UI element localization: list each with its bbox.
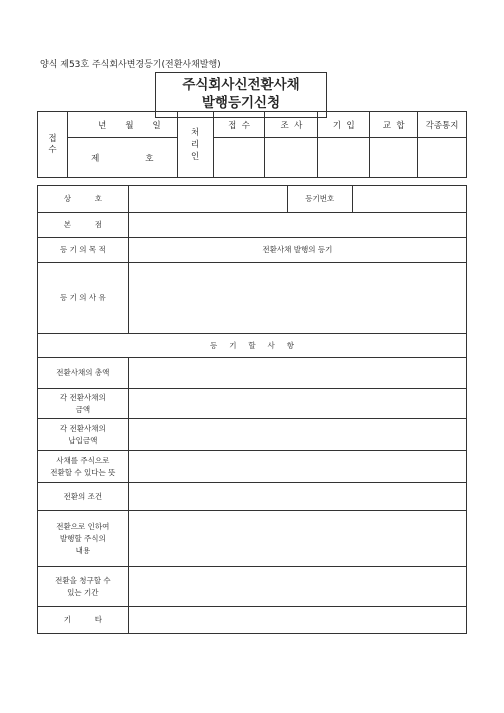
row-convertible-label: 사채를 주식으로 전환할 수 있다는 뜻 (38, 451, 129, 483)
gyohap-sign-cell[interactable] (370, 138, 418, 178)
row-other-field[interactable] (128, 607, 466, 634)
row-other-label: 기 타 (38, 607, 129, 634)
bonjeom-label: 본 점 (38, 213, 129, 238)
registration-no-label: 등기번호 (287, 186, 352, 213)
row-each-amount-field[interactable] (128, 389, 466, 419)
cheori-label: 처 리 인 (177, 112, 213, 178)
sangho-field[interactable] (128, 186, 287, 213)
application-table (37, 185, 467, 634)
notice-sign-cell[interactable] (418, 138, 467, 178)
col-josa: 조 사 (265, 112, 318, 138)
row-conditions-label: 전환의 조건 (38, 483, 129, 511)
sangho-label: 상 호 (38, 186, 129, 213)
col-notice: 각종통지 (418, 112, 467, 138)
col-jeopsu: 접 수 (213, 112, 265, 138)
reason-field[interactable] (128, 263, 466, 334)
bonjeom-field[interactable] (128, 213, 466, 238)
row-paid-amount-label: 각 전환사채의 납입금액 (38, 419, 129, 451)
row-conditions-field[interactable] (128, 483, 466, 511)
form-caption: 양식 제53호 주식회사변경등기(전환사채발행) (40, 60, 221, 70)
jeopsu-sign-cell[interactable] (213, 138, 265, 178)
row-convertible-field[interactable] (128, 451, 466, 483)
ho-label: 호 (145, 153, 154, 164)
title-line-1: 주식회사신전환사채 (182, 77, 300, 93)
jeopsu-label: 접 수 (38, 112, 68, 178)
receipt-number-field[interactable] (67, 138, 177, 178)
row-total-amount-field[interactable] (128, 358, 466, 389)
row-total-amount-label: 전환사채의 총액 (38, 358, 129, 389)
row-paid-amount-field[interactable] (128, 419, 466, 451)
registration-no-field[interactable] (352, 186, 466, 213)
purpose-value: 전환사채 발행의 등기 (128, 238, 466, 263)
col-giip: 기 입 (318, 112, 370, 138)
receipt-table (37, 111, 467, 178)
purpose-label: 등 기 의 목 적 (38, 238, 129, 263)
row-period-field[interactable] (128, 567, 466, 607)
year-label: 년 (98, 120, 107, 131)
row-shares-field[interactable] (128, 511, 466, 567)
row-each-amount-label: 각 전환사채의 금액 (38, 389, 129, 419)
col-gyohap: 교 합 (370, 112, 418, 138)
receipt-date-field[interactable] (67, 112, 177, 138)
giip-sign-cell[interactable] (318, 138, 370, 178)
month-label: 월 (125, 120, 134, 131)
title-line-2: 발행등기신청 (201, 95, 281, 111)
items-header: 등 기 할 사 항 (38, 334, 467, 358)
je-label: 제 (91, 153, 100, 164)
reason-label: 등 기 의 사 유 (38, 263, 129, 334)
day-label: 일 (152, 120, 161, 131)
row-period-label: 전환을 청구할 수 있는 기간 (38, 567, 129, 607)
row-shares-label: 전환으로 인하여 발행할 주식의 내용 (38, 511, 129, 567)
josa-sign-cell[interactable] (265, 138, 318, 178)
